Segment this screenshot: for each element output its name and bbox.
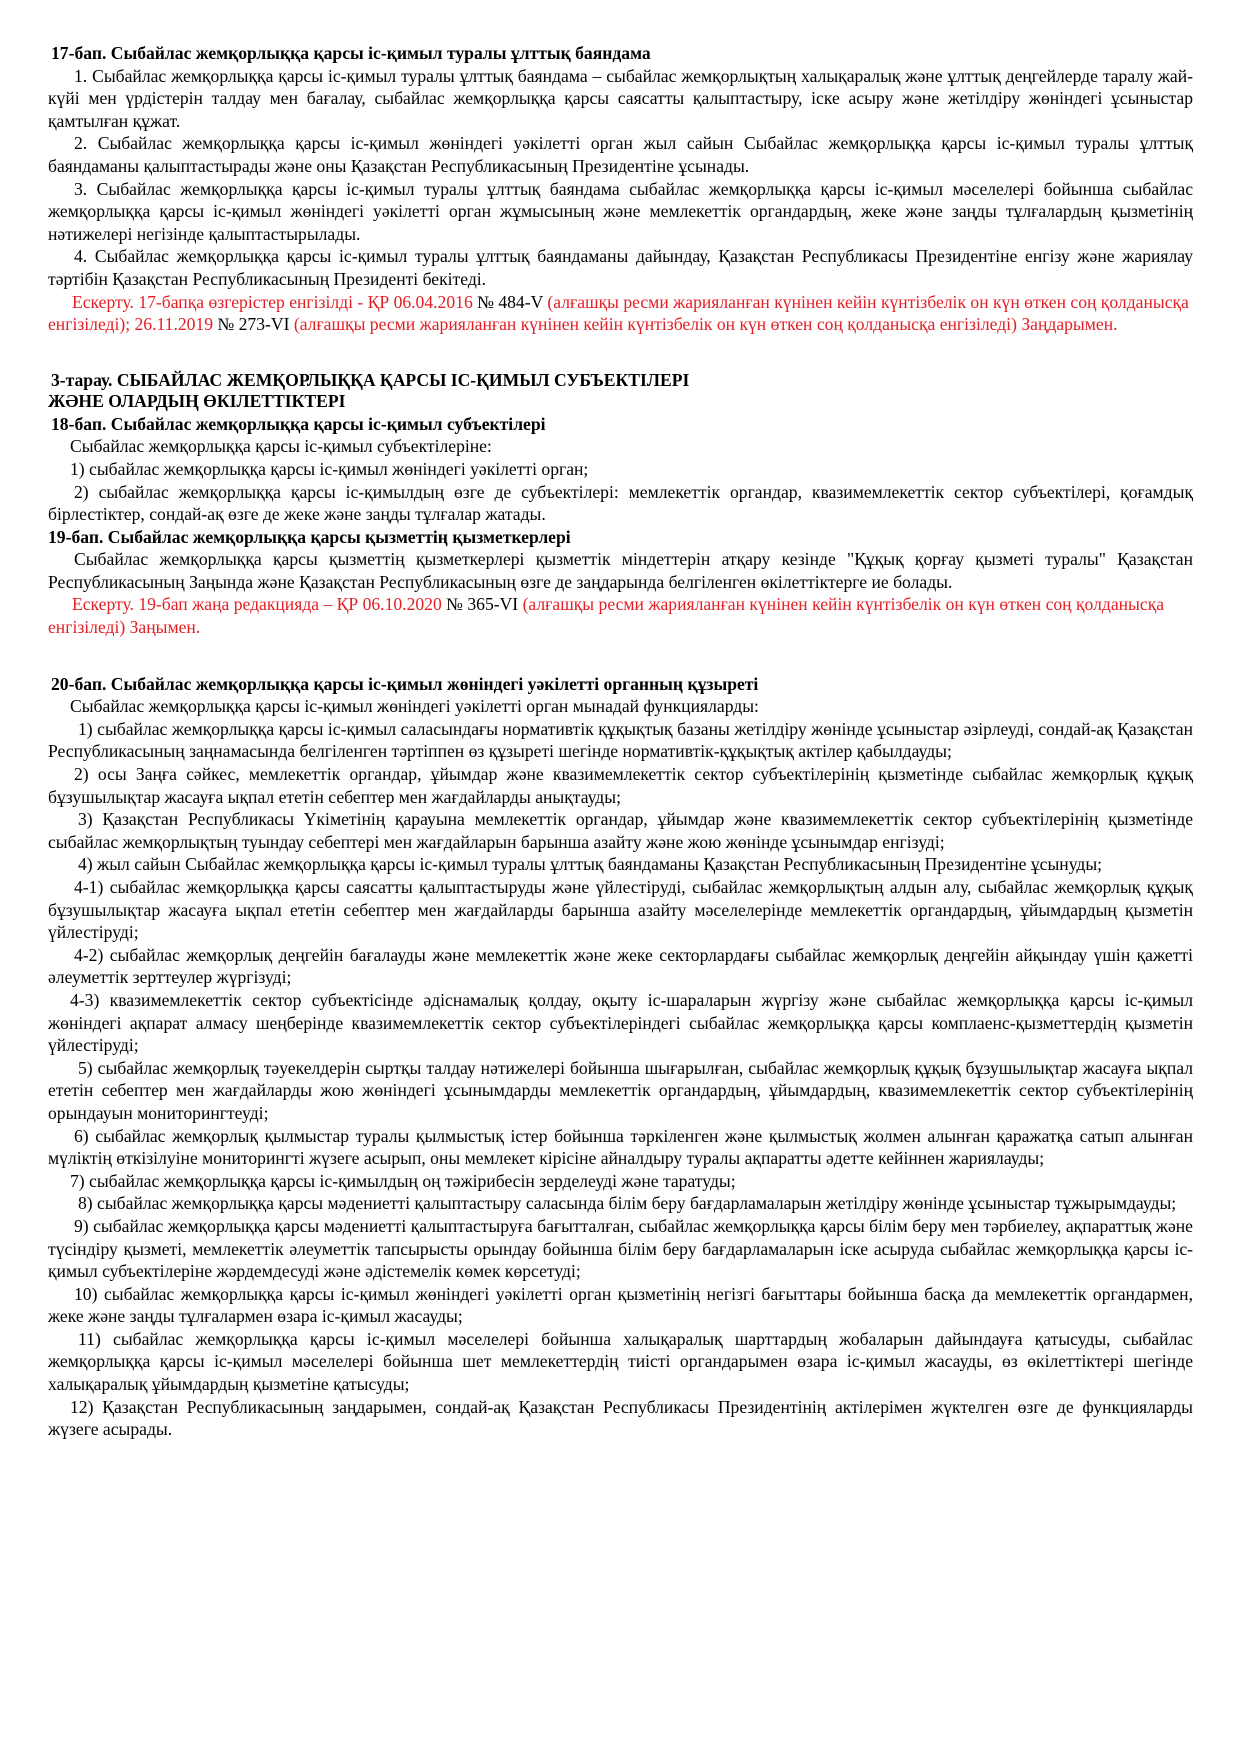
chapter-3-title-line-1: 3-тарау. СЫБАЙЛАС ЖЕМҚОРЛЫҚҚА ҚАРСЫ ІС-ҚИМЫЛ СУБЪЕКТІЛЕРІ bbox=[51, 369, 690, 390]
article-20-item-1: 1) сыбайлас жемқорлыққа қарсы іс-қимыл саласындағы нормативтік құқықтық базаны жетілдіру жөнінде ұсыныстар әзірлеуді, сондай-ақ Қазақстан Республикасының заңнамасында белгіленген тәртіппен өз құзыреті шегінде нормативтік-құқықтық актілер қабылдауды; bbox=[48, 718, 1193, 762]
chapter-3-heading bbox=[48, 370, 1193, 412]
article-20 bbox=[48, 673, 1193, 1441]
document-page bbox=[48, 42, 1193, 1441]
note-text: Ескерту. 19-бап жаңа редакцияда – ҚР 06.10.2020 bbox=[72, 594, 442, 615]
article-17-item-2: 2. Сыбайлас жемқорлыққа қарсы іс-қимыл жөніндегі уәкілетті орган жыл сайын Сыбайлас жемқорлыққа қарсы іс-қимыл туралы ұлттық баяндаманы қалыптастырады және оны Қазақстан Республикасының Президентіне ұсынады. bbox=[48, 133, 1193, 176]
article-17-item-1: 1. Сыбайлас жемқорлыққа қарсы іс-қимыл туралы ұлттық баяндама – сыбайлас жемқорлықтың халықаралық және ұлттық деңгейлерде таралу жай-күйі мен үрдістерін талдау мен бағалау, сыбайлас жемқорлыққа қарсы саясатты қалыптастыру, іске асыру және жетілдіру жөніндегі ұсыныстар қамтылған құжат. bbox=[48, 65, 1193, 131]
article-19-heading: 19-бап. Сыбайлас жемқорлыққа қарсы қызметтің қызметкерлері bbox=[48, 526, 571, 547]
article-20-item-12: 12) Қазақстан Республикасының заңдарымен, сондай-ақ Қазақстан Республикасы Президентінің актілерімен жүктелген өзге де функцияларды жүзеге асырады. bbox=[48, 1396, 1193, 1440]
article-20-item-7: 7) сыбайлас жемқорлыққа қарсы іс-қимылдың оң тәжірибесін зерделеуді және таратуды; bbox=[70, 1170, 736, 1191]
article-20-item-6: 6) сыбайлас жемқорлық қылмыстар туралы қылмыстық істер бойынша тәркіленген және қылмыстық жолмен алынған қаражатқа сатып алынған мүліктің өткізілуіне мониторингті жүзеге асырып, оны мемлекет кірісіне айналдыру туралы ақпаратты әдетте кейіннен жариялауды; bbox=[48, 1125, 1193, 1169]
article-17 bbox=[48, 42, 1193, 336]
article-19 bbox=[48, 526, 1193, 639]
article-17-item-3: 3. Сыбайлас жемқорлыққа қарсы іс-қимыл туралы ұлттық баяндама сыбайлас жемқорлыққа қарсы іс-қимыл мәселелері бойынша сыбайлас жемқорлыққа қарсы іс-қимыл жөніндегі уәкілетті орган жұмысының және мемлекеттік органдардың, жеке және заңды тұлғалардың қызметінің нәтижелері негізінде қалыптастырылады. bbox=[48, 178, 1193, 244]
note-text: (алғашқы ресми жарияланған күнінен кейін күнтізбелік он күн өткен соң қолданысқа енгізіледі); 26.11.2019 bbox=[48, 291, 1189, 335]
article-20-heading: 20-бап. Сыбайлас жемқорлыққа қарсы іс-қимыл жөніндегі уәкілетті органның құзыреті bbox=[51, 673, 759, 694]
law-number-link[interactable]: № 273-VI bbox=[217, 314, 290, 335]
article-20-item-4-3: 4-3) квазимемлекеттік сектор субъектісінде әдіснамалық қолдау, оқыту іс-шараларын жүргізу және сыбайлас жемқорлыққа қарсы іс-қимыл жөніндегі ақпарат алмасу шеңберінде квазимемлекеттік сектор субъектілеріндегі сыбайлас жемқорлыққа қарсы комплаенс-қызметтердің қызметін үйлестіруді; bbox=[48, 989, 1193, 1056]
article-18-item-1: 1) сыбайлас жемқорлыққа қарсы іс-қимыл жөніндегі уәкілетті орган; bbox=[70, 458, 589, 479]
article-17-item-4: 4. Сыбайлас жемқорлыққа қарсы іс-қимыл туралы ұлттық баяндаманы дайындау, Қазақстан Республикасы Президентіне енгізу және жариялау тәртібін Қазақстан Республикасының Президенті бекітеді. bbox=[48, 246, 1193, 289]
article-18-heading: 18-бап. Сыбайлас жемқорлыққа қарсы іс-қимыл субъектілері bbox=[51, 413, 546, 434]
article-19-amendment-note bbox=[48, 593, 1193, 638]
article-17-heading: 17-бап. Сыбайлас жемқорлыққа қарсы іс-қимыл туралы ұлттық баяндама bbox=[51, 43, 651, 63]
article-19-body: Сыбайлас жемқорлыққа қарсы қызметтің қызметкерлері қызметтік міндеттерін атқару кезінде "Құқық қорғау қызметі туралы" Қазақстан Республикасының Заңында және Қазақстан Республикасының өзге де заңдарында белгіленген өкілеттіктерге ие болады. bbox=[48, 549, 1193, 592]
law-number-link[interactable]: № 365-VI bbox=[446, 594, 519, 615]
article-20-item-4: 4) жыл сайын Сыбайлас жемқорлыққа қарсы іс-қимыл туралы ұлттық баяндаманы Қазақстан Республикасының Президентіне ұсынуды; bbox=[78, 854, 1103, 875]
note-text: Ескерту. 17-бапқа өзгерістер енгізілді - ҚР 06.04.2016 bbox=[72, 291, 473, 312]
article-20-item-3: 3) Қазақстан Республикасы Үкіметінің қарауына мемлекеттік органдар, ұйымдар және квазимемлекеттік сектор субъектілерінің қызметінде сыбайлас жемқорлықтың туындау себептері мен жағдайларын барынша азайту және жою жөнінде ұсынымдар енгізуді; bbox=[48, 809, 1193, 852]
spacer bbox=[48, 639, 1193, 673]
article-20-item-4-2: 4-2) сыбайлас жемқорлық деңгейін бағалауды және мемлекеттік және жеке секторлардағы сыбайлас жемқорлық деңгейін айқындау үшін қажетті әлеуметтік зерттеулер жүргізуді; bbox=[48, 944, 1193, 988]
article-20-intro: Сыбайлас жемқорлыққа қарсы іс-қимыл жөніндегі уәкілетті орган мынадай функцияларды: bbox=[70, 696, 759, 717]
spacer bbox=[48, 336, 1193, 358]
article-18-item-2: 2) сыбайлас жемқорлыққа қарсы іс-қимылдың өзге де субъектілері: мемлекеттік органдар, квазимемлекеттік сектор субъектілері, қоғамдық бірлестіктер, сондай-ақ өзге де жеке және заңды тұлғалар жатады. bbox=[48, 481, 1193, 525]
article-20-item-9: 9) сыбайлас жемқорлыққа қарсы мәдениетті қалыптастыруға бағытталған, сыбайлас жемқорлыққа қарсы білім беру мен тәрбиелеу, ақпараттық және түсіндіру қызметі, мемлекеттік әлеуметтік тапсырысты орындау бойынша білім беру бағдарламаларын іске асыруда сыбайлас жемқорлыққа қарсы іс-қимыл субъектілеріне жәрдемдесуді және әдістемелік көмек көрсетуді; bbox=[48, 1215, 1193, 1282]
article-18 bbox=[48, 413, 1193, 526]
chapter-3-title-line-2: ЖӘНЕ ОЛАРДЫҢ ӨКІЛЕТТІКТЕРІ bbox=[48, 390, 346, 411]
article-20-item-10: 10) сыбайлас жемқорлыққа қарсы іс-қимыл жөніндегі уәкілетті орган қызметінің негізгі бағыттары бойынша басқа да мемлекеттік органдармен, жеке және заңды тұлғалармен өзара іс-қимыл жасауды; bbox=[48, 1283, 1193, 1327]
article-20-item-4-1: 4-1) сыбайлас жемқорлыққа қарсы саясатты қалыптастыруды және үйлестіруді, сыбайлас жемқорлықтың алдын алу, сыбайлас жемқорлық құқық бұзушылықтар жасауға ықпал ететін себептер мен жағдайларды барынша азайту мәселелерінде мемлекеттік органдардың, ұйымдардың қызметін үйлестіруді; bbox=[48, 877, 1193, 943]
note-text: (алғашқы ресми жарияланған күнінен кейін күнтізбелік он күн өткен соң қолданысқа енгізіледі) Заңымен. bbox=[48, 594, 1165, 638]
note-text: (алғашқы ресми жарияланған күнінен кейін күнтізбелік он күн өткен соң қолданысқа енгізіледі) Заңдарымен. bbox=[293, 314, 1118, 335]
law-number-link[interactable]: № 484-V bbox=[477, 291, 543, 312]
article-20-item-2: 2) осы Заңға сәйкес, мемлекеттік органдар, ұйымдар және квазимемлекеттік сектор субъектілерінің қызметінде сыбайлас жемқорлық құқық бұзушылықтар жасауға ықпал ететін себептер мен жағдайларды анықтауды; bbox=[48, 764, 1193, 807]
article-20-item-5: 5) сыбайлас жемқорлық тәуекелдерін сыртқы талдау нәтижелері бойынша шығарылған, сыбайлас жемқорлық құқық бұзушылықтар жасауға ықпал ететін себептер мен жағдайларды жою жөніндегі ұсынымдарды мемлекеттік органдардың, ұйымдардың, квазимемлекеттік сектор субъектілерінің орындауын мониторингтеуді; bbox=[48, 1057, 1193, 1123]
article-17-amendment-note bbox=[48, 291, 1193, 336]
article-20-item-11: 11) сыбайлас жемқорлыққа қарсы іс-қимыл мәселелері бойынша халықаралық шарттардың жобаларын дайындауға қатысуды, сыбайлас жемқорлыққа қарсы іс-қимыл мәселелері бойынша шет мемлекеттердің тиісті органдарымен өзара іс-қимыл жасауды, өз өкілеттіктері шегінде халықаралық ұйымдардың қызметіне қатысуды; bbox=[48, 1328, 1193, 1395]
article-20-item-8: 8) сыбайлас жемқорлыққа қарсы мәдениетті қалыптастыру саласында білім беру бағдарламаларын жетілдіру жөнінде ұсыныстар тұжырымдауды; bbox=[78, 1193, 1177, 1214]
article-18-intro: Сыбайлас жемқорлыққа қарсы іс-қимыл субъектілеріне: bbox=[70, 436, 492, 457]
